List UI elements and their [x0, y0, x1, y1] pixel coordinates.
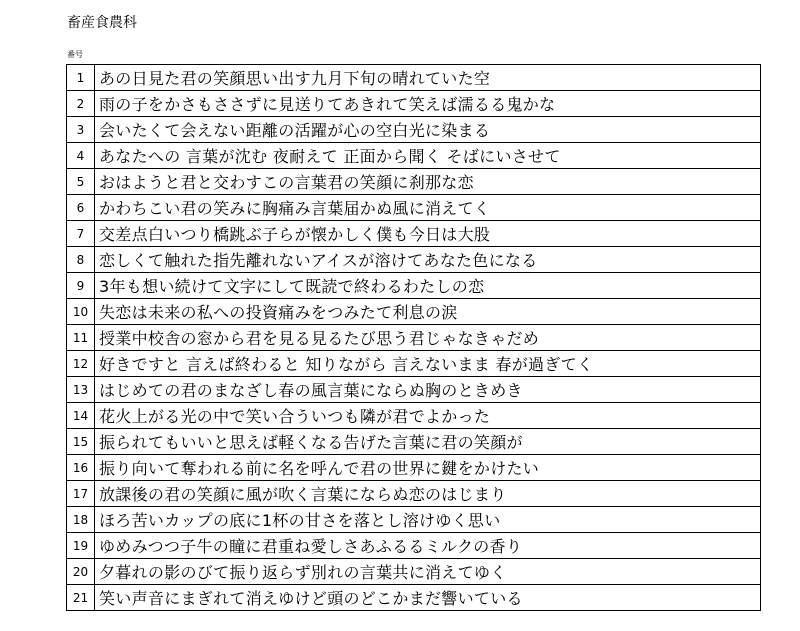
- table-row: [67, 91, 761, 117]
- poem-text-cell: かわちこい君の笑みに胸痛み言葉届かぬ風に消えてく: [95, 195, 761, 221]
- row-number-cell: 8: [67, 247, 95, 273]
- table-row: [67, 559, 761, 585]
- poem-table: [66, 64, 761, 611]
- poem-text-cell: 授業中校舎の窓から君を見る見るたび思う君じゃなきゃだめ: [95, 325, 761, 351]
- poem-table-body: [67, 65, 761, 611]
- row-number-cell: 10: [67, 299, 95, 325]
- row-number-cell: 3: [67, 117, 95, 143]
- poem-text-cell: あなたへの 言葉が沈む 夜耐えて 正面から聞く そばにいさせて: [95, 143, 761, 169]
- row-number-cell: 19: [67, 533, 95, 559]
- table-row: [67, 247, 761, 273]
- row-number-cell: 1: [67, 65, 95, 91]
- sheet-title: 畜産食農科: [67, 15, 137, 31]
- poem-text-cell: あの日見た君の笑顔思い出す九月下旬の晴れていた空: [95, 65, 761, 91]
- poem-text-cell: 雨の子をかさもささずに見送りてあきれて笑えば濡るる鬼かな: [95, 91, 761, 117]
- table-row: [67, 299, 761, 325]
- poem-text-cell: 3年も想い続けて文字にして既読で終わるわたしの恋: [95, 273, 761, 299]
- poem-text-cell: ゆめみつつ子牛の瞳に君重ね愛しさあふるるミルクの香り: [95, 533, 761, 559]
- poem-text-cell: 振られてもいいと思えば軽くなる告げた言葉に君の笑顔が: [95, 429, 761, 455]
- table-row: [67, 351, 761, 377]
- table-row: [67, 65, 761, 91]
- table-row: [67, 481, 761, 507]
- row-number-cell: 12: [67, 351, 95, 377]
- row-number-cell: 9: [67, 273, 95, 299]
- row-number-cell: 11: [67, 325, 95, 351]
- row-number-cell: 18: [67, 507, 95, 533]
- table-row: [67, 403, 761, 429]
- number-column-header: 番号: [67, 50, 83, 59]
- poem-text-cell: おはようと君と交わすこの言葉君の笑顔に刹那な恋: [95, 169, 761, 195]
- row-number-cell: 15: [67, 429, 95, 455]
- poem-text-cell: 失恋は未来の私への投資痛みをつみたて利息の涙: [95, 299, 761, 325]
- table-row: [67, 455, 761, 481]
- table-row: [67, 169, 761, 195]
- row-number-cell: 4: [67, 143, 95, 169]
- poem-text-cell: 夕暮れの影のびて振り返らず別れの言葉共に消えてゆく: [95, 559, 761, 585]
- row-number-cell: 6: [67, 195, 95, 221]
- row-number-cell: 13: [67, 377, 95, 403]
- table-row: [67, 195, 761, 221]
- poem-text-cell: 花火上がる光の中で笑い合ういつも隣が君でよかった: [95, 403, 761, 429]
- poem-text-cell: 交差点白いつり橋跳ぶ子らが懐かしく僕も今日は大股: [95, 221, 761, 247]
- row-number-cell: 2: [67, 91, 95, 117]
- table-row: [67, 117, 761, 143]
- table-row: [67, 429, 761, 455]
- poem-text-cell: ほろ苦いカップの底に1杯の甘さを落とし溶けゆく思い: [95, 507, 761, 533]
- row-number-cell: 21: [67, 585, 95, 611]
- table-row: [67, 143, 761, 169]
- table-row: [67, 221, 761, 247]
- table-row: [67, 325, 761, 351]
- poem-text-cell: 笑い声音にまぎれて消えゆけど頭のどこかまだ響いている: [95, 585, 761, 611]
- table-row: [67, 377, 761, 403]
- row-number-cell: 16: [67, 455, 95, 481]
- row-number-cell: 17: [67, 481, 95, 507]
- poem-text-cell: 恋しくて触れた指先離れないアイスが溶けてあなた色になる: [95, 247, 761, 273]
- poem-text-cell: 会いたくて会えない距離の活躍が心の空白光に染まる: [95, 117, 761, 143]
- table-row: [67, 585, 761, 611]
- poem-text-cell: 好きですと 言えば終わると 知りながら 言えないまま 春が過ぎてく: [95, 351, 761, 377]
- row-number-cell: 20: [67, 559, 95, 585]
- row-number-cell: 5: [67, 169, 95, 195]
- table-row: [67, 533, 761, 559]
- poem-text-cell: はじめての君のまなざし春の風言葉にならぬ胸のときめき: [95, 377, 761, 403]
- poem-text-cell: 放課後の君の笑顔に風が吹く言葉にならぬ恋のはじまり: [95, 481, 761, 507]
- row-number-cell: 7: [67, 221, 95, 247]
- row-number-cell: 14: [67, 403, 95, 429]
- poem-text-cell: 振り向いて奪われる前に名を呼んで君の世界に鍵をかけたい: [95, 455, 761, 481]
- table-row: [67, 273, 761, 299]
- table-row: [67, 507, 761, 533]
